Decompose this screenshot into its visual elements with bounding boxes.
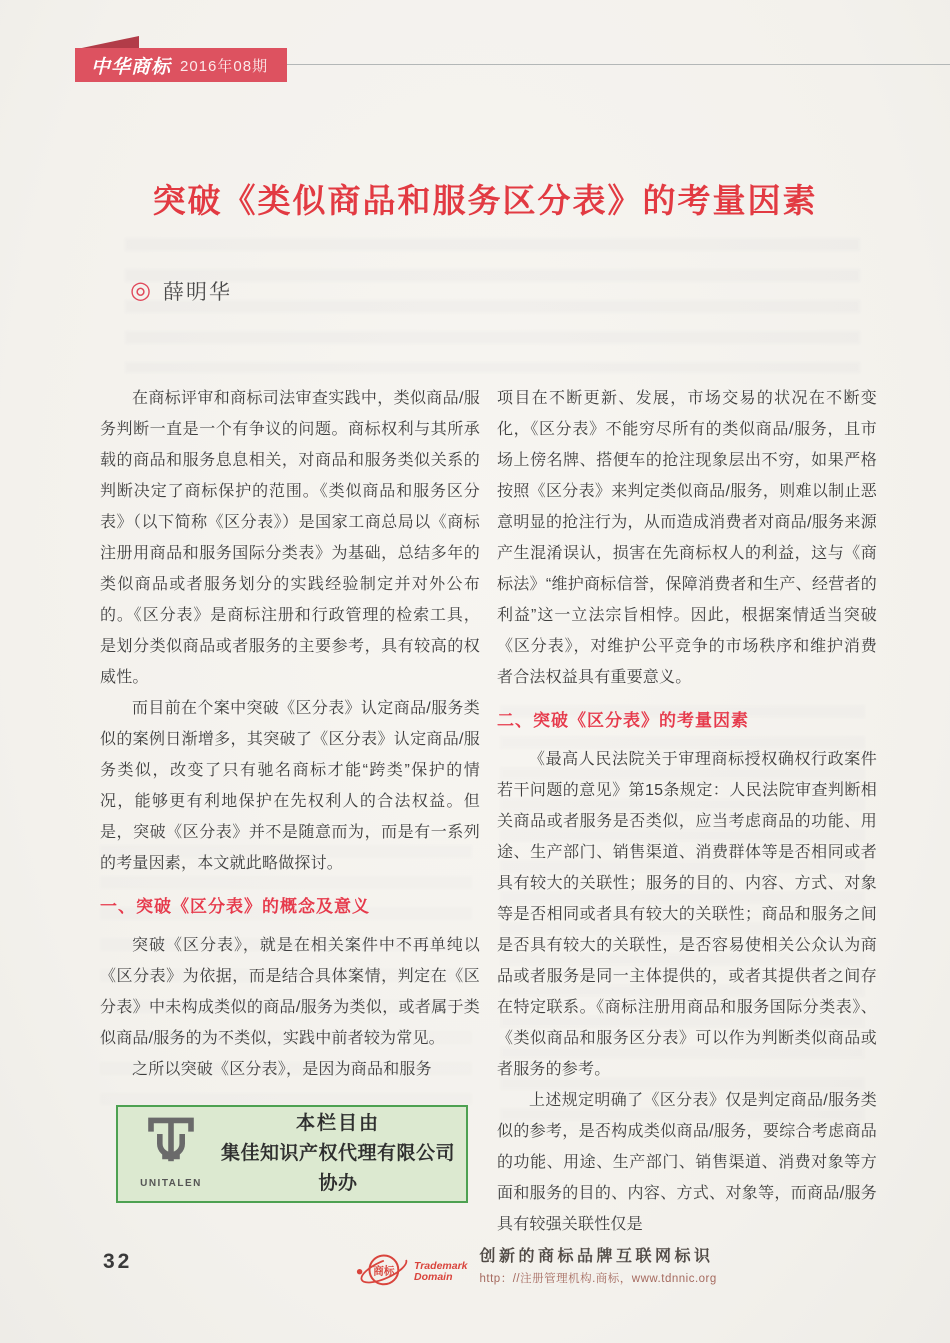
author-bullet-icon: ◎ (130, 277, 151, 304)
journal-badge (75, 48, 287, 82)
trademark-word: Trademark (414, 1260, 468, 1272)
article-title: 突破《类似商品和服务区分表》的考量因素 (152, 182, 818, 219)
paragraph: 之所以突破《区分表》，是因为商品和服务 (132, 1061, 432, 1078)
journal-name: 中华商标 (91, 56, 172, 78)
left-column (100, 383, 480, 1240)
author-name: 薛明华 (162, 281, 232, 304)
domain-word: Domain (414, 1271, 453, 1283)
paragraph: 在商标评审和商标司法审查实践中，类似商品/服务判断一直是一个有争议的问题。商标权利与其所承载的商品和服务息息相关，对商品和服务类似关系的判断决定了商标保护的范围。《类似商品和服务区分表》（以下简称《区分表》）是国家工商总局以《商标注册用商品和服务国际分类表》为基础，总结多年的类似商品或者服务划分的实践经验制定并对外公布的。《区分表》是商标注册和行政管理的检索工具，是划分类似商品或者服务的主要参考，具有较高的权威性。 (100, 390, 480, 686)
trademark-domain-wordmark (414, 1261, 468, 1283)
paragraph: 上述规定明确了《区分表》仅是判定商品/服务类似的参考，是否构成类似商品/服务，要综合考虑商品的功能、用途、生产部门、销售渠道、消费对象等方面和服务的目的、内容、方式、对象等，而商品/服务具有较强关联性仅是 (497, 1092, 877, 1233)
header-divider-line (287, 64, 950, 65)
article-body (100, 383, 877, 1240)
unitalen-logo-text: UNITALEN (140, 1177, 202, 1189)
section-heading-2: 二、突破《区分表》的考量因素 (497, 711, 749, 730)
trademark-domain-globe-icon (356, 1243, 410, 1295)
paragraph: 《最高人民法院关于审理商标授权确权行政案件若干问题的意见》第15条规定：人民法院审查判断相关商品或者服务是否类似，应当考虑商品的功能、用途、生产部门、销售渠道、消费群体等是否相同或者具有较大的关联性；服务的目的、内容、方式、对象等是否相同或者具有较大的关联性；商品和服务之间是否具有较大的关联性，是否容易使相关公众认为商品或者服务是同一主体提供的，或者其提供者之间存在特定联系。《商标注册用商品和服务国际分类表》、《类似商品和服务区分表》可以作为判断类似商品或者服务的参考。 (497, 751, 877, 1078)
section-heading-1: 一、突破《区分表》的概念及意义 (100, 897, 370, 916)
unitalen-logo-icon (142, 1110, 200, 1166)
journal-issue: 2016年08期 (180, 57, 269, 75)
sponsor-line-2: 集佳知识产权代理有限公司协办 (220, 1143, 455, 1194)
sponsor-text (220, 1109, 456, 1199)
page-number: 32 (103, 1250, 133, 1273)
author-line (130, 276, 232, 306)
svg-text:商标: 商标 (373, 1265, 395, 1278)
paragraph: 而目前在个案中突破《区分表》认定商品/服务类似的案例日渐增多，其突破了《区分表》认定商品/服务类似，改变了只有驰名商标才能“跨类”保护的情况，能够更有利地保护在先权利人的合法权益。但是，突破《区分表》并不是随意而为，而是有一系列的考量因素，本文就此略做探讨。 (100, 700, 480, 872)
sponsor-box (116, 1105, 468, 1203)
bleed-through-texture (125, 238, 860, 373)
sponsor-line-1: 本栏目由 (295, 1113, 380, 1134)
footer-brand (356, 1243, 717, 1295)
footer-slogan: 创新的商标品牌互联网标识 (479, 1248, 714, 1265)
footer-text (480, 1243, 717, 1286)
paragraph: 突破《区分表》，就是在相关案件中不再单纯以《区分表》为依据，而是结合具体案情，判定在《区分表》中未构成类似的商品/服务为类似，或者属于类似商品/服务的为不类似，实践中前者较为常见。 (100, 937, 480, 1047)
unitalen-logo (132, 1110, 210, 1199)
right-column (497, 383, 877, 1240)
footer-url: http：//注册管理机构.商标，www.tdnnic.org (479, 1273, 717, 1285)
paragraph: 项目在不断更新、发展，市场交易的状况在不断变化，《区分表》不能穷尽所有的类似商品/服务，且市场上傍名牌、搭便车的抢注现象层出不穷，如果严格按照《区分表》来判定类似商品/服务，则难以制止恶意明显的抢注行为，从而造成消费者对商品/服务来源产生混淆误认，损害在先商标权人的利益，这与《商标法》“维护商标信誉，保障消费者和生产、经营者的利益”这一立法宗旨相悖。因此，根据案情适当突破《区分表》，对维护公平竞争的市场秩序和维护消费者合法权益具有重要意义。 (497, 390, 877, 686)
